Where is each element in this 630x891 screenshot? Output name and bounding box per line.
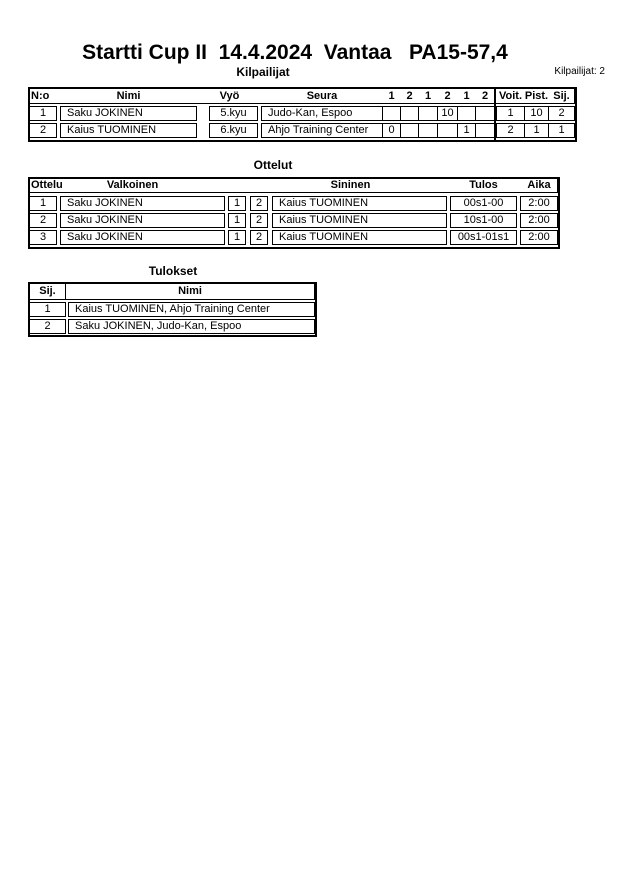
cell-no: 2 [29, 123, 57, 138]
kilpailijat-caption: Kilpailijat [236, 65, 290, 79]
cell-score-6 [475, 123, 495, 138]
cell-sij: 2 [548, 106, 575, 121]
cell-tulos: 00s1-00 [450, 196, 517, 211]
cell-sininen: Kaius TUOMINEN [272, 230, 447, 245]
col-header-seura: Seura [306, 89, 338, 102]
col-header-valkoinen: Valkoinen [106, 179, 159, 191]
col-header-aika: Aika [527, 179, 551, 191]
cell-corner-2: 2 [250, 230, 268, 245]
col-header-score-4: 2 [444, 89, 451, 102]
cell-pist: 1 [524, 123, 549, 138]
cell-aika: 2:00 [520, 213, 558, 228]
col-header-sij: Sij. [39, 285, 56, 297]
cell-vyo: 5.kyu [209, 106, 258, 121]
col-header-nimi: Nimi [116, 89, 141, 102]
cell-sininen: Kaius TUOMINEN [272, 213, 447, 228]
col-header-nimi: Nimi [178, 285, 202, 297]
col-header-score-2: 2 [406, 89, 413, 102]
cell-vyo: 6.kyu [209, 123, 258, 138]
cell-valkoinen: Saku JOKINEN [60, 213, 225, 228]
cell-nimi: Kaius TUOMINEN [60, 123, 197, 138]
cell-match-no: 2 [29, 213, 57, 228]
cell-valkoinen: Saku JOKINEN [60, 196, 225, 211]
competitor-count: Kilpailijat: 2 [554, 66, 605, 77]
cell-aika: 2:00 [520, 196, 558, 211]
cell-score-1: 0 [382, 123, 401, 138]
page-title: Startti Cup II 14.4.2024 Vantaa PA15-57,4 [82, 41, 508, 64]
cell-score-6 [475, 106, 495, 121]
cell-score-4: 10 [437, 106, 458, 121]
cell-match-no: 1 [29, 196, 57, 211]
cell-nimi: Kaius TUOMINEN, Ahjo Training Center [68, 302, 315, 317]
col-header-pist: Pist. [524, 89, 549, 102]
cell-score-3 [418, 106, 438, 121]
cell-score-2 [400, 106, 419, 121]
cell-voit: 1 [496, 106, 525, 121]
cell-score-5: 1 [457, 123, 476, 138]
col-header-score-5: 1 [463, 89, 470, 102]
cell-nimi: Saku JOKINEN [60, 106, 197, 121]
cell-aika: 2:00 [520, 230, 558, 245]
col-header-score-1: 1 [388, 89, 395, 102]
col-header-score-6: 2 [481, 89, 489, 102]
cell-corner-1: 1 [228, 196, 246, 211]
col-header-voit: Voit. [498, 89, 522, 102]
cell-score-3 [418, 123, 438, 138]
cell-match-no: 3 [29, 230, 57, 245]
cell-corner-2: 2 [250, 213, 268, 228]
col-header-ottelu: Ottelu [31, 179, 63, 191]
cell-valkoinen: Saku JOKINEN [60, 230, 225, 245]
tulokset-caption: Tulokset [148, 264, 198, 278]
cell-corner-1: 1 [228, 213, 246, 228]
cell-sininen: Kaius TUOMINEN [272, 196, 447, 211]
cell-nimi: Saku JOKINEN, Judo-Kan, Espoo [68, 319, 315, 334]
cell-sij: 2 [29, 319, 66, 334]
cell-seura: Ahjo Training Center [261, 123, 383, 138]
col-header-score-3: 1 [424, 89, 432, 102]
col-header-vyo: Vyö [219, 89, 240, 102]
col-header-sij: Sij. [553, 89, 570, 102]
cell-seura: Judo-Kan, Espoo [261, 106, 383, 121]
cell-tulos: 10s1-00 [450, 213, 517, 228]
col-header-no: N:o [31, 89, 50, 102]
cell-pist: 10 [524, 106, 549, 121]
cell-score-1 [382, 106, 401, 121]
cell-sij: 1 [29, 302, 66, 317]
cell-voit: 2 [496, 123, 525, 138]
cell-tulos: 00s1-01s1 [450, 230, 517, 245]
cell-score-4 [437, 123, 458, 138]
cell-score-5 [457, 106, 476, 121]
cell-no: 1 [29, 106, 57, 121]
cell-score-2 [400, 123, 419, 138]
cell-corner-1: 1 [228, 230, 246, 245]
col-header-tulos: Tulos [469, 179, 498, 191]
voit-section-divider [494, 88, 496, 140]
cell-sij: 1 [548, 123, 575, 138]
ottelut-caption: Ottelut [253, 158, 293, 172]
col-header-sininen: Sininen [330, 179, 371, 191]
cell-corner-2: 2 [250, 196, 268, 211]
